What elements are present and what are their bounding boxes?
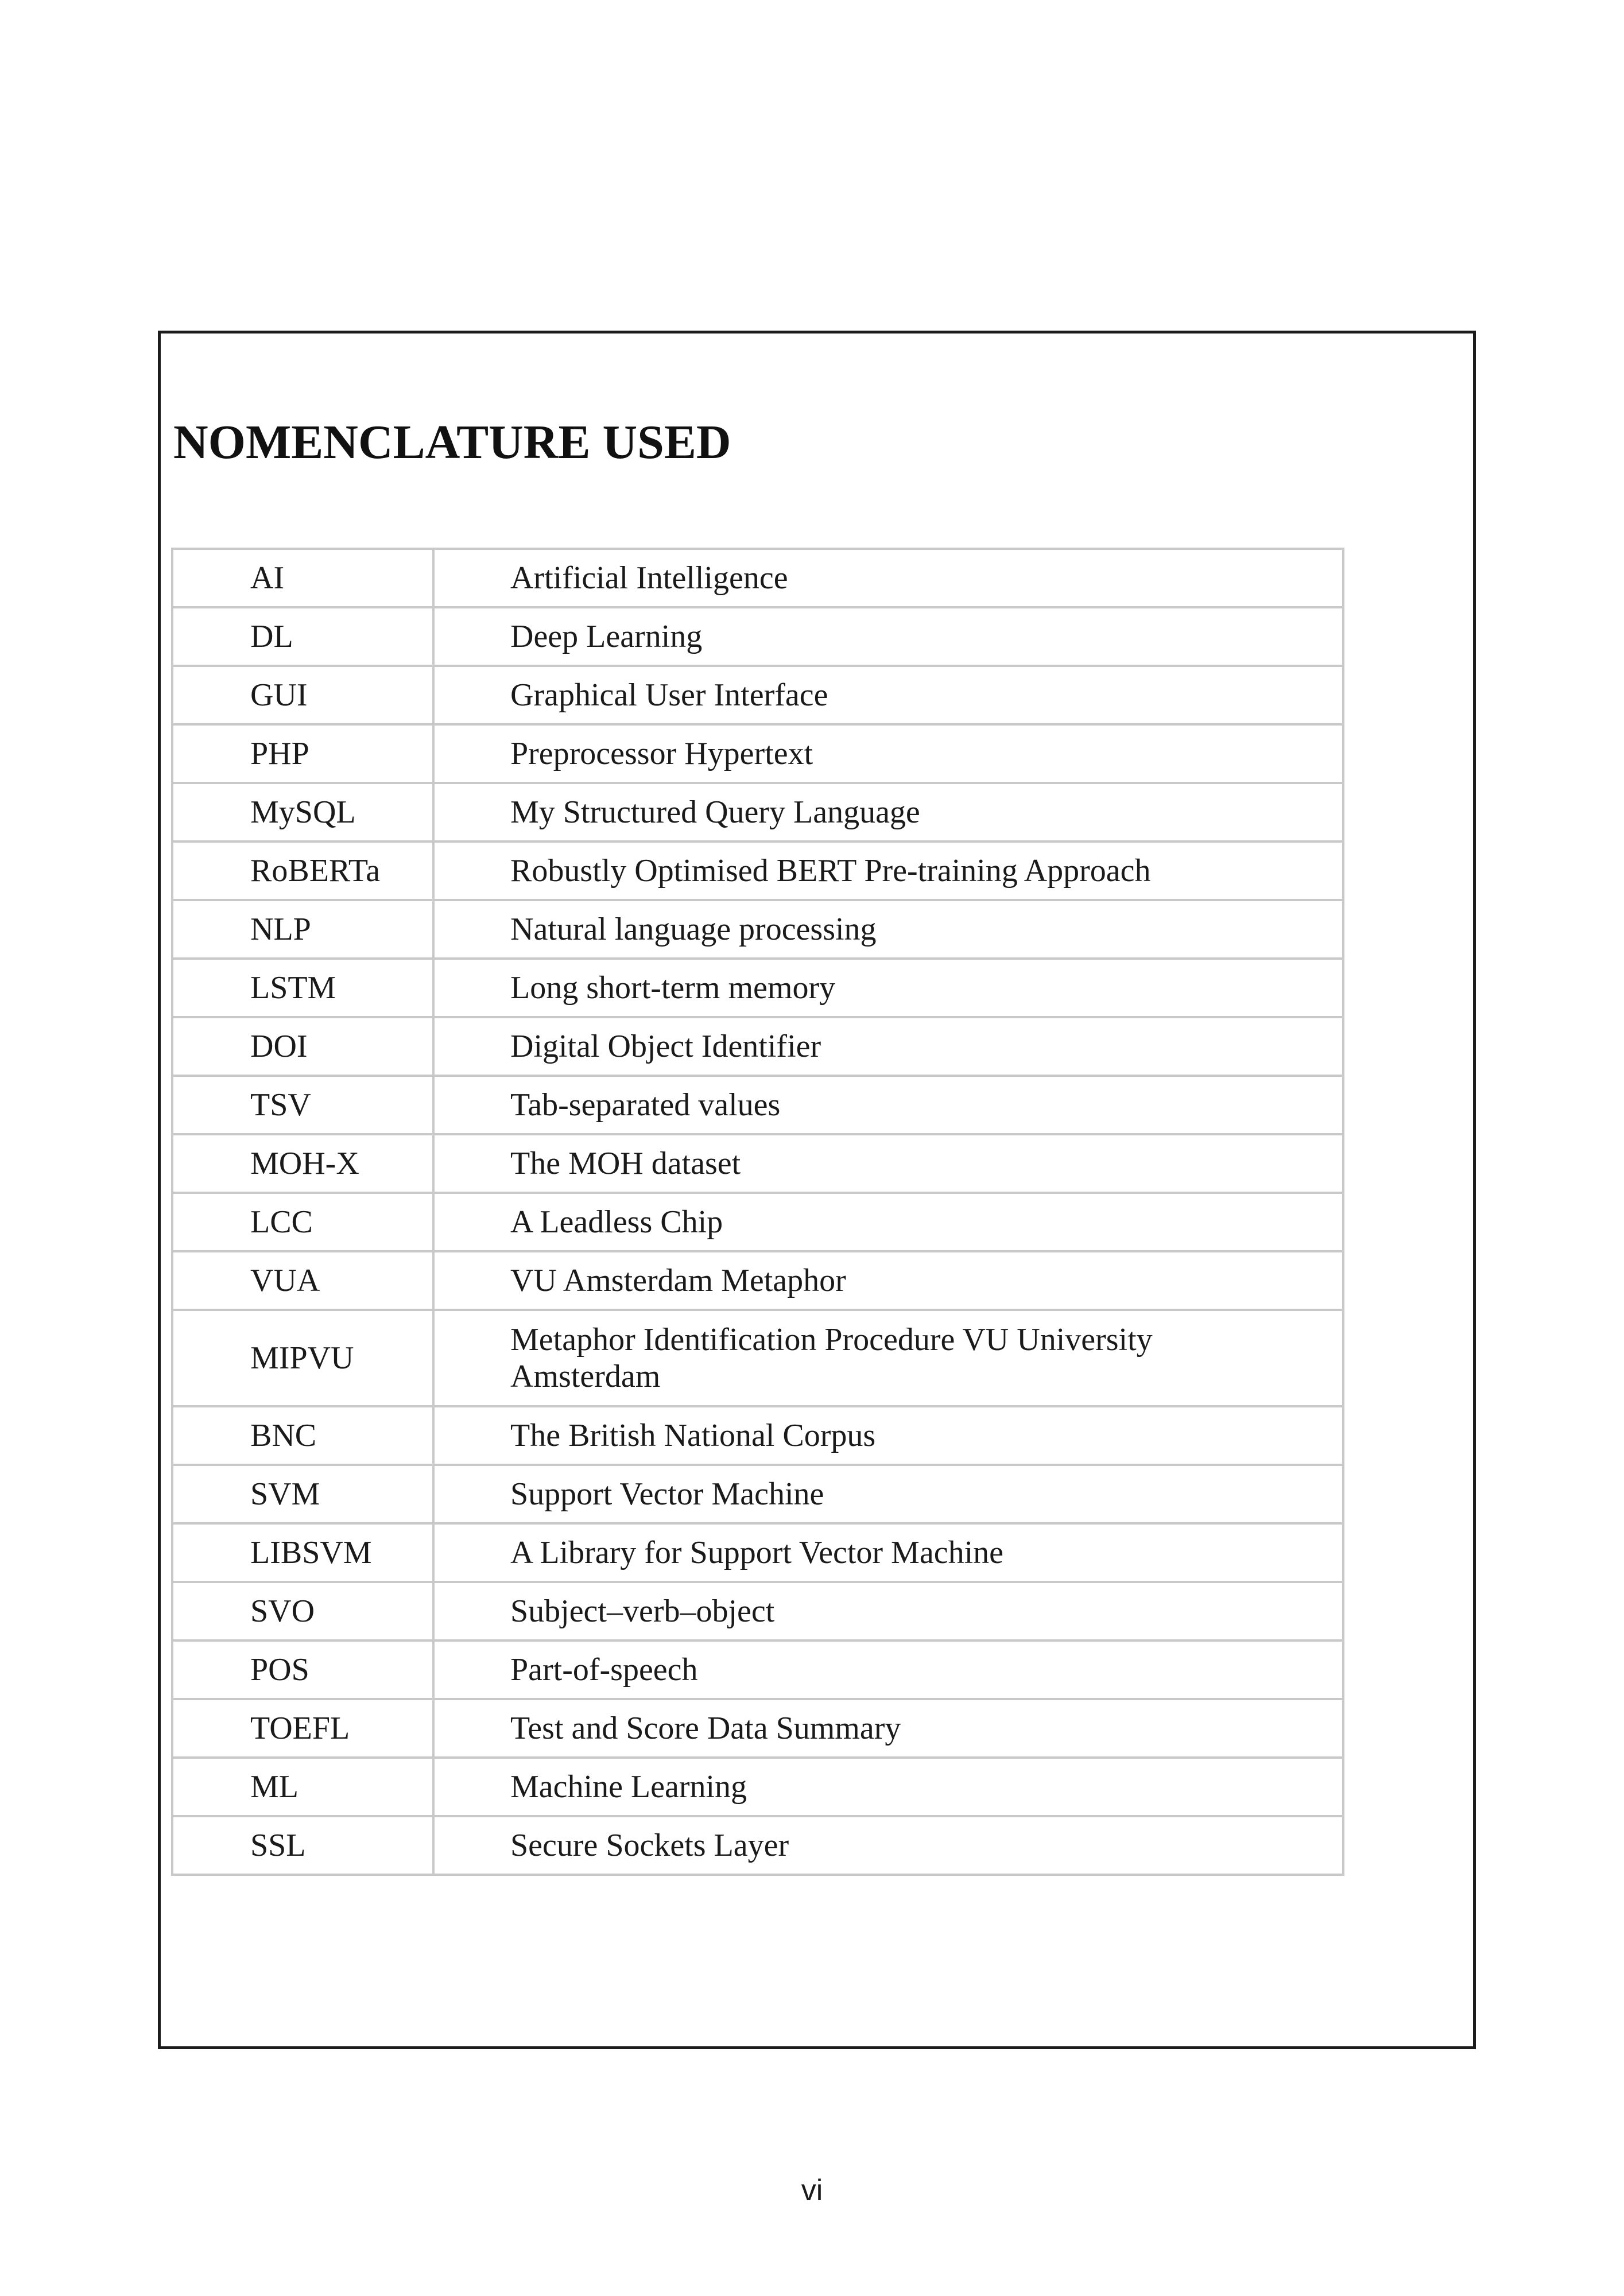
abbreviation-cell: LSTM: [172, 959, 433, 1017]
abbreviation-cell: PHP: [172, 724, 433, 783]
meaning-cell: Test and Score Data Summary: [433, 1699, 1343, 1758]
table-row: [172, 1758, 1343, 1816]
table-row: [172, 1523, 1343, 1582]
abbreviation-cell: TSV: [172, 1076, 433, 1134]
abbreviation-cell: ML: [172, 1758, 433, 1816]
abbreviation-cell: LCC: [172, 1193, 433, 1251]
meaning-cell: Digital Object Identifier: [433, 1017, 1343, 1076]
page-number: vi: [801, 2174, 823, 2207]
nomenclature-table: [171, 548, 1344, 1876]
table-row: [172, 1134, 1343, 1193]
abbreviation-cell: MOH-X: [172, 1134, 433, 1193]
meaning-cell: Graphical User Interface: [433, 666, 1343, 724]
table-row: [172, 1582, 1343, 1640]
meaning-cell: The British National Corpus: [433, 1406, 1343, 1465]
table-row: [172, 1193, 1343, 1251]
table-row: [172, 959, 1343, 1017]
abbreviation-cell: SSL: [172, 1816, 433, 1875]
abbreviation-cell: DL: [172, 607, 433, 666]
table-row: [172, 1251, 1343, 1310]
abbreviation-cell: VUA: [172, 1251, 433, 1310]
meaning-cell: Machine Learning: [433, 1758, 1343, 1816]
abbreviation-cell: LIBSVM: [172, 1523, 433, 1582]
abbreviation-cell: MIPVU: [172, 1310, 433, 1406]
page-title: NOMENCLATURE USED: [173, 416, 731, 469]
meaning-cell: Artificial Intelligence: [433, 549, 1343, 607]
meaning-cell: Deep Learning: [433, 607, 1343, 666]
table-row: [172, 1465, 1343, 1523]
meaning-cell: The MOH dataset: [433, 1134, 1343, 1193]
table-row: [172, 841, 1343, 900]
table-row: [172, 783, 1343, 841]
meaning-cell: Part-of-speech: [433, 1640, 1343, 1699]
meaning-cell: Secure Sockets Layer: [433, 1816, 1343, 1875]
meaning-cell: VU Amsterdam Metaphor: [433, 1251, 1343, 1310]
table-row: [172, 1310, 1343, 1406]
meaning-cell: Metaphor Identification Procedure VU University Amsterdam: [433, 1310, 1343, 1406]
abbreviation-cell: TOEFL: [172, 1699, 433, 1758]
table-row: [172, 1406, 1343, 1465]
table-row: [172, 549, 1343, 607]
table-row: [172, 1017, 1343, 1076]
table-row: [172, 1699, 1343, 1758]
meaning-cell: Subject–verb–object: [433, 1582, 1343, 1640]
meaning-cell: Long short-term memory: [433, 959, 1343, 1017]
meaning-cell: Support Vector Machine: [433, 1465, 1343, 1523]
nomenclature-table-body: [172, 549, 1343, 1875]
table-row: [172, 1816, 1343, 1875]
meaning-cell: My Structured Query Language: [433, 783, 1343, 841]
table-row: [172, 1076, 1343, 1134]
abbreviation-cell: POS: [172, 1640, 433, 1699]
table-row: [172, 607, 1343, 666]
table-row: [172, 1640, 1343, 1699]
abbreviation-cell: GUI: [172, 666, 433, 724]
abbreviation-cell: DOI: [172, 1017, 433, 1076]
table-row: [172, 724, 1343, 783]
abbreviation-cell: NLP: [172, 900, 433, 959]
abbreviation-cell: SVO: [172, 1582, 433, 1640]
abbreviation-cell: RoBERTa: [172, 841, 433, 900]
table-row: [172, 666, 1343, 724]
meaning-cell: A Leadless Chip: [433, 1193, 1343, 1251]
meaning-cell: Preprocessor Hypertext: [433, 724, 1343, 783]
abbreviation-cell: BNC: [172, 1406, 433, 1465]
meaning-cell: Tab-separated values: [433, 1076, 1343, 1134]
abbreviation-cell: MySQL: [172, 783, 433, 841]
abbreviation-cell: AI: [172, 549, 433, 607]
abbreviation-cell: SVM: [172, 1465, 433, 1523]
meaning-cell: Natural language processing: [433, 900, 1343, 959]
meaning-cell: A Library for Support Vector Machine: [433, 1523, 1343, 1582]
table-row: [172, 900, 1343, 959]
meaning-cell: Robustly Optimised BERT Pre-training Approach: [433, 841, 1343, 900]
